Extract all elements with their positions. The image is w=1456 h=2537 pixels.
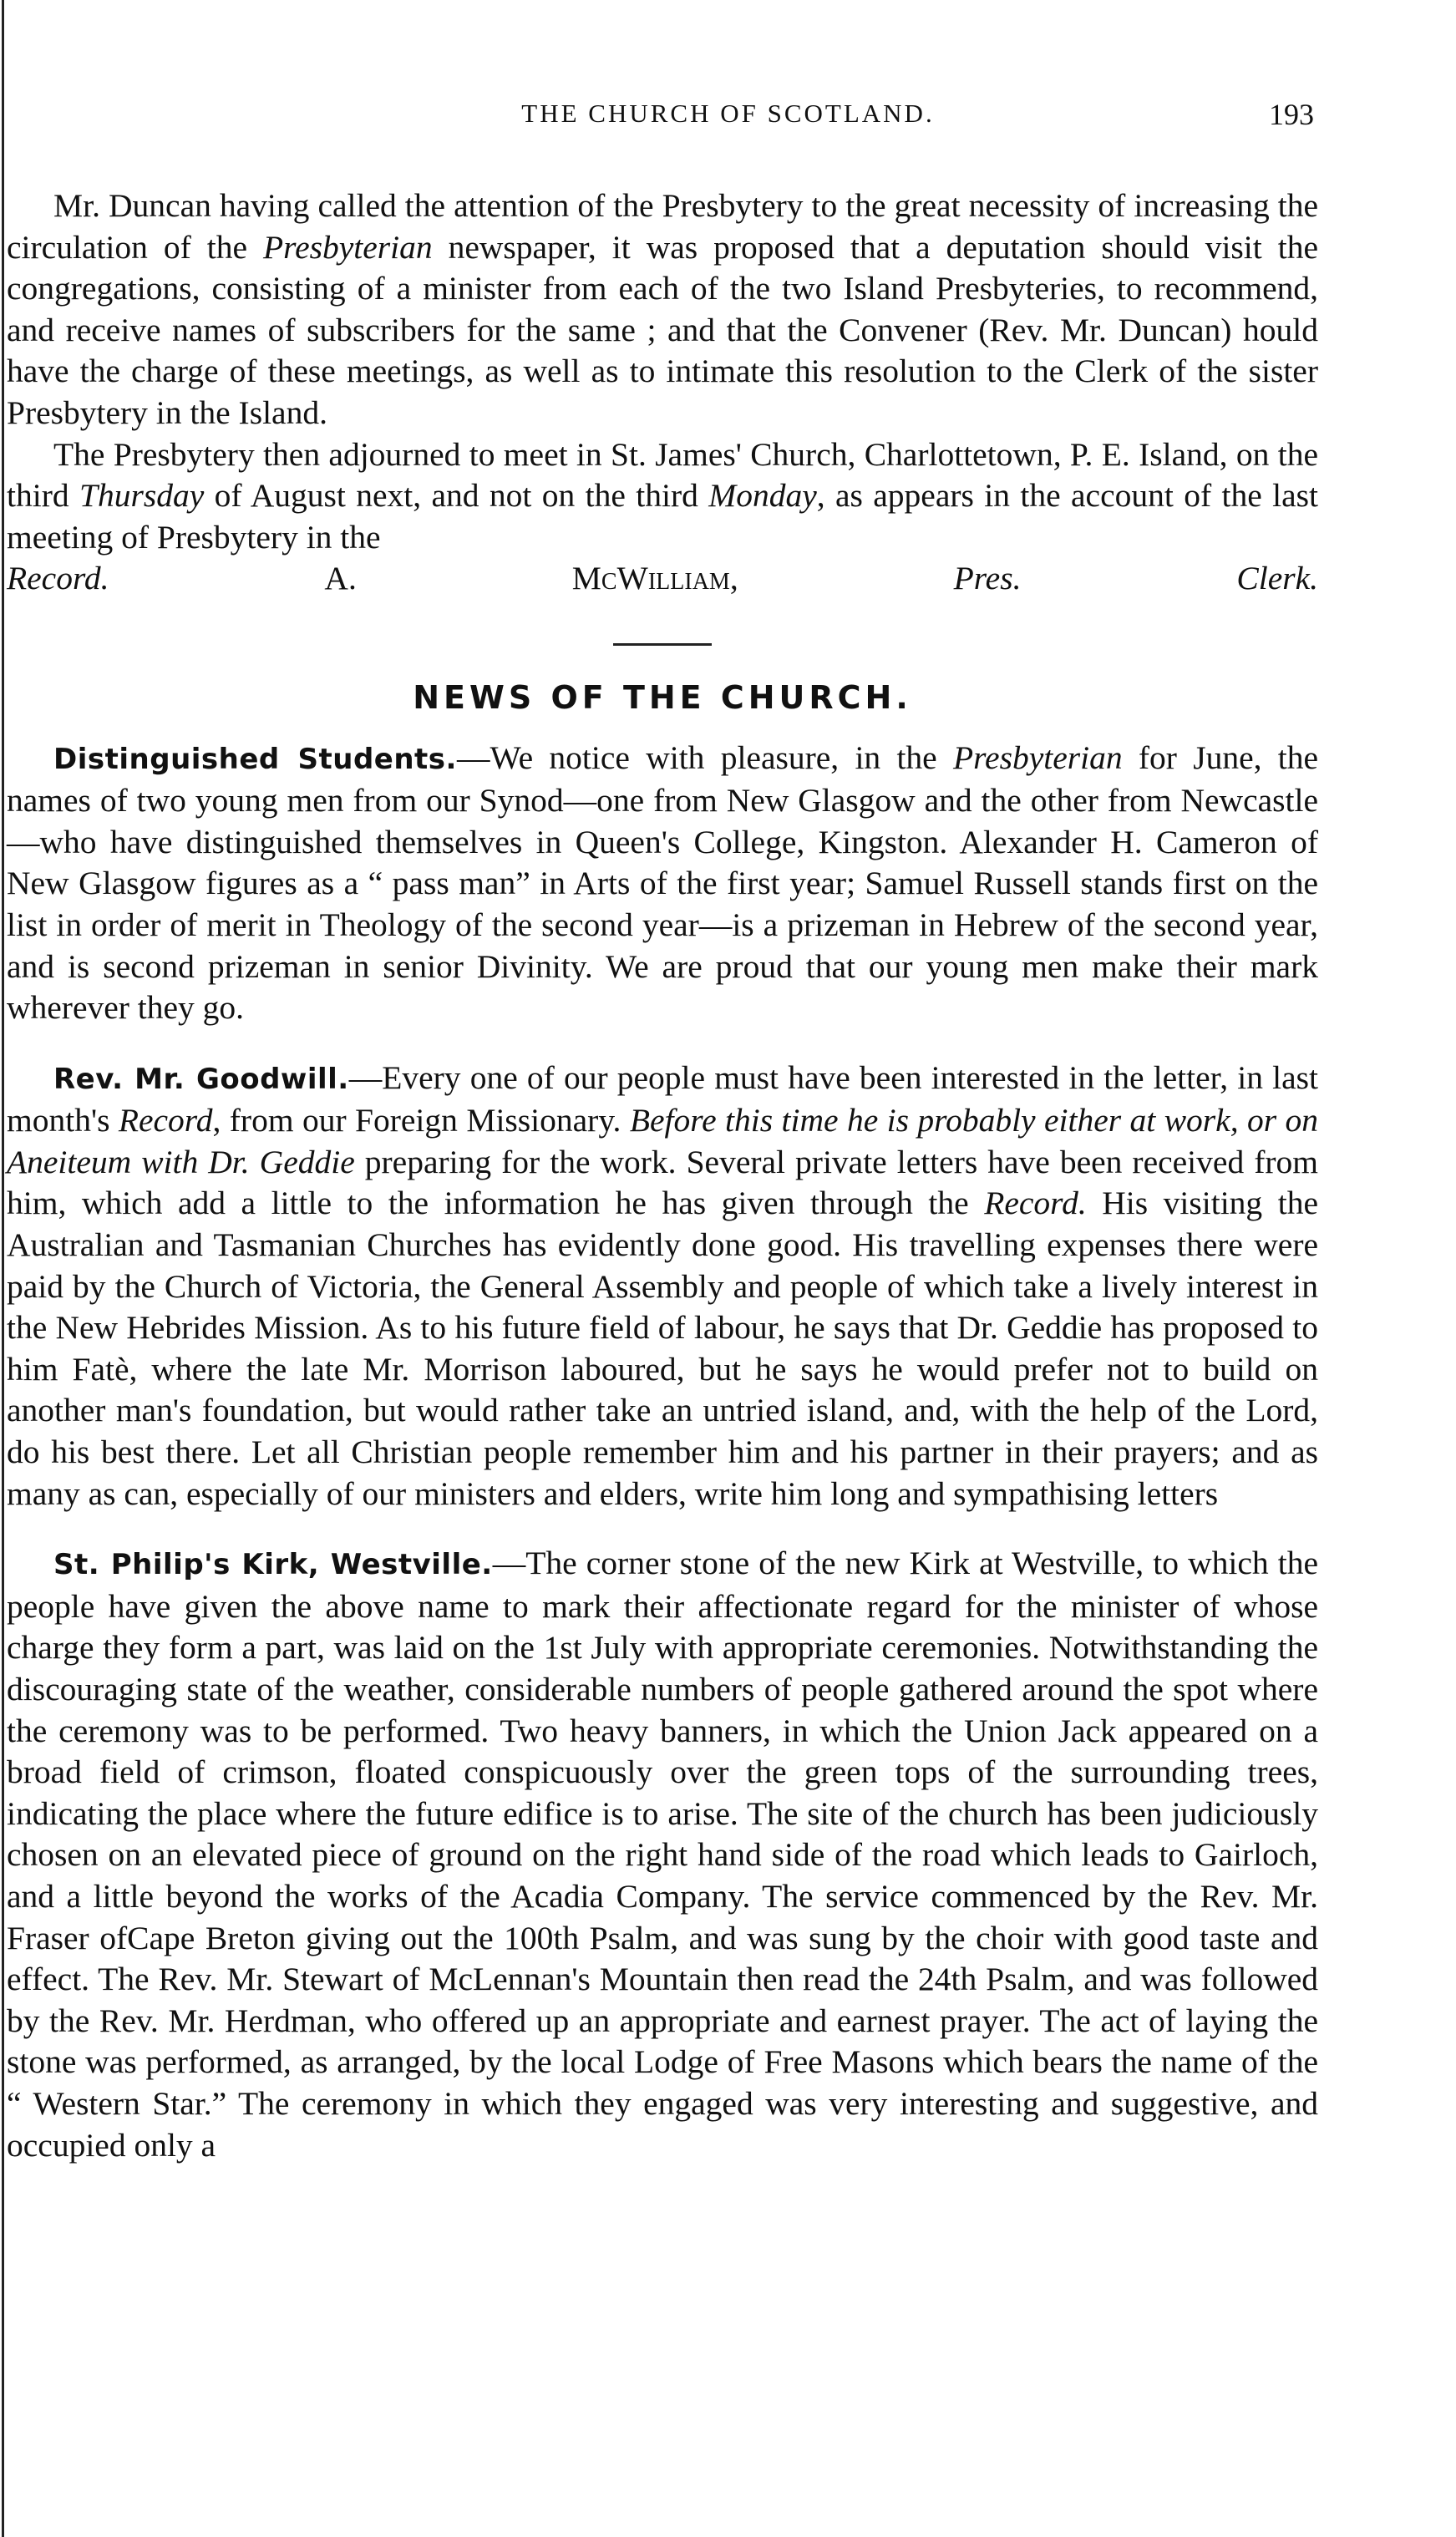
presbyterian-title: Presbyterian bbox=[263, 228, 433, 266]
goodwill-text-b: , from our Foreign Missionary. bbox=[212, 1102, 630, 1139]
signature bbox=[324, 560, 1318, 596]
running-head: THE CHURCH OF SCOTLAND. bbox=[521, 99, 935, 128]
presbytery-para1-text: Mr. Duncan having called the attention of the Presbytery to the great necessity of increasing the circulation of the bbox=[7, 187, 1318, 266]
thursday-italic: Thursday bbox=[79, 477, 205, 515]
signature-separator: , bbox=[729, 560, 954, 597]
students-paragraph bbox=[7, 738, 1318, 1029]
clerk-title: Pres. Clerk. bbox=[953, 560, 1319, 597]
clerk-name: A. McWilliam bbox=[324, 560, 730, 597]
westville-lead: St. Philip's Kirk, Westville. bbox=[53, 1548, 493, 1582]
presbytery-para2-a: The Presbytery then adjourned to meet in St. James' Church, Charlottetown, P. E. Island, on the third bbox=[7, 435, 1318, 515]
presbytery-paragraph-2 bbox=[7, 434, 1318, 559]
section-divider bbox=[613, 643, 712, 646]
goodwill-record-1: Record bbox=[118, 1102, 213, 1139]
monday-italic: Monday bbox=[708, 477, 817, 515]
westville-paragraph bbox=[7, 1543, 1318, 2166]
page-edge-rule bbox=[2, 0, 4, 2537]
goodwill-record-2: Record. bbox=[984, 1185, 1087, 1222]
presbytery-para2-c: , as appears in the account of the last meeting of Presbytery in the bbox=[7, 477, 1319, 556]
presbytery-para2-b: of August next, and not on the third bbox=[204, 477, 709, 515]
goodwill-text-d: His visiting the Australian and Tasmanian Churches has evidently done good. His travelling expenses there were paid by the Church of Victoria, the General Assembly and people of which take a lively interest in the New Hebrides Mission. As to his future field of labour, he says that Dr. Geddie has proposed to him Fatè, where the late Mr. Morrison laboured, but he says he would prefer not to build on another man's foundation, but would rather take an untried island, and, with the help of the Lord, do his best there. Let all Christian people remember him and his partner in their prayers; and as many as can, especially of our ministers and elders, write him long and sympathising letters bbox=[7, 1185, 1318, 1512]
goodwill-paragraph bbox=[7, 1058, 1318, 1515]
page-body bbox=[7, 185, 1318, 2166]
page-number: 193 bbox=[1269, 98, 1314, 131]
page-header bbox=[0, 99, 1456, 149]
news-heading: NEWS OF THE CHURCH. bbox=[413, 678, 912, 716]
goodwill-lead: Rev. Mr. Goodwill. bbox=[53, 1062, 349, 1096]
presbytery-para1-rest: newspaper, it was proposed that a deputation should visit the congregations, consisting of a minister from each of the two Island Presbyteries, to recommend, and receive names of subscribers for the same ; and that the Convener (Rev. Mr. Duncan) hould have the charge of these meetings, as well as to intimate this resolution to the Clerk of the sister Presbytery in the Island. bbox=[7, 228, 1319, 431]
westville-text: —The corner stone of the new Kirk at Westville, to which the people have given the above name to mark their affectionate regard for the minister of whose charge they form a part, was laid on the 1st July with appropriate ceremonies. Notwithstanding the discouraging state of the weather, considerable numbers of people gathered around the spot where the ceremony was to be performed. Two heavy banners, in which the Union Jack appeared on a broad field of crimson, floated conspicuously over the green tops of the surrounding trees, indicating the place where the future edifice is to arise. The site of the church has been judiciously chosen on an elevated piece of ground on the right hand side of the road which leads to Gairloch, and a little beyond the works of the Acadia Company. The service commenced by the Rev. Mr. Fraser ofCape Breton giving out the 100th Psalm, and was sung by the choir with good taste and effect. The Rev. Mr. Stewart of McLennan's Mountain then read the 24th Psalm, and was followed by the Rev. Mr. Herdman, who offered up an appropriate and earnest prayer. The act of laying the stone was performed, as arranged, by the local Lodge of Free Masons which bears the name of the “ Western Star.” The ceremony in which they engaged was very interesting and suggestive, and occupied only a bbox=[7, 1545, 1318, 2164]
goodwill-italic-sentence: Before this time he is probably either at work, or on Aneiteum with Dr. Geddie bbox=[7, 1102, 1319, 1180]
goodwill-text-c: preparing for the work. Several private letters have been received from him, which add a little to the information he has given through the bbox=[7, 1143, 1318, 1222]
goodwill-text-a: —Every one of our people must have been interested in the letter, in last month's bbox=[7, 1058, 1318, 1139]
students-paper-title: Presbyterian bbox=[953, 738, 1123, 776]
signature-line bbox=[7, 558, 1318, 600]
record-italic: Record. bbox=[7, 560, 109, 597]
students-text-b: for June, the names of two young men from our Synod—one from New Glasgow and the other from Newcastle—who have distinguished themselves in Queen's College, Kingston. Alexander H. Cameron of New Glasgow figures as a “ pass man” in Arts of the first year; Samuel Russell stands first on the list in order of merit in Theology of the second year—is a prizeman in Hebrew of the second year, and is second prizeman in senior Divinity. We are proud that our young men make their mark wherever they go. bbox=[7, 738, 1319, 1027]
presbytery-paragraph-1 bbox=[7, 185, 1318, 434]
students-lead: Distinguished Students. bbox=[53, 742, 457, 776]
students-text-a: —We notice with pleasure, in the bbox=[456, 738, 953, 776]
